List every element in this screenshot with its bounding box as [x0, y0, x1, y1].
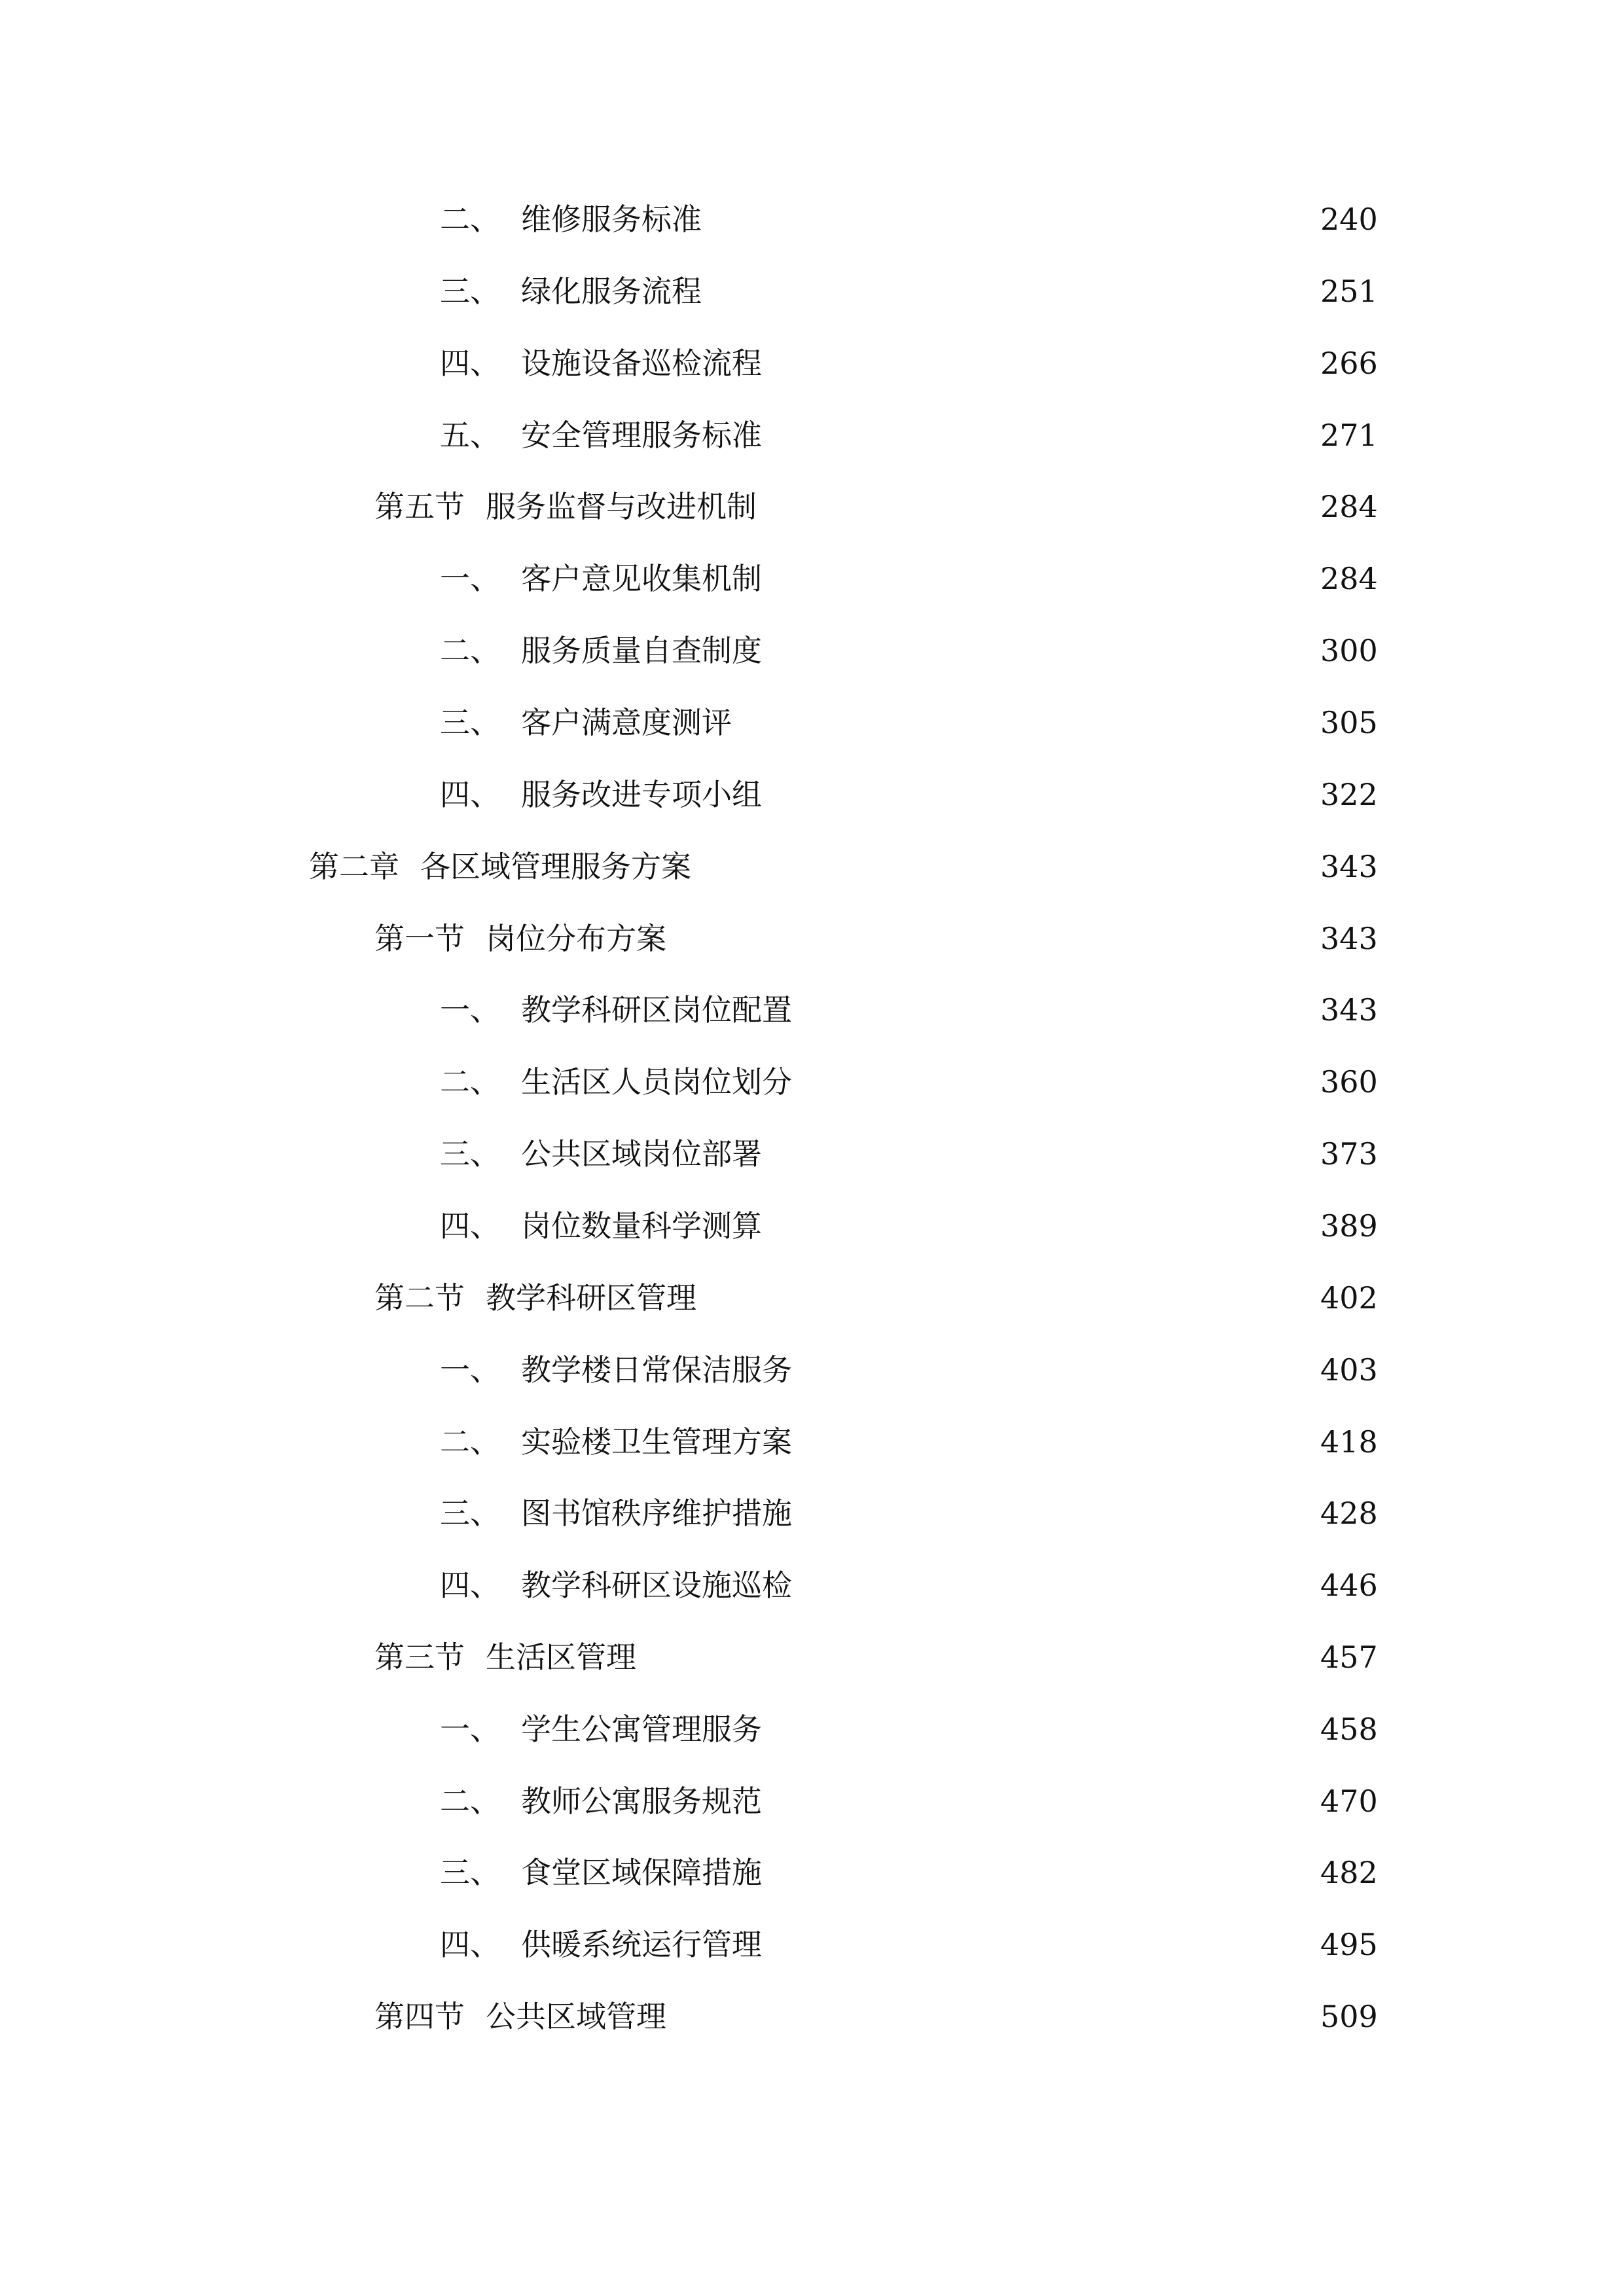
entry-title: 绿化服务流程 [521, 274, 702, 309]
entry-page-number: 284 [1320, 561, 1378, 596]
dot-leader [772, 765, 1311, 824]
entry-page-number: 240 [1320, 202, 1378, 237]
toc-entry[interactable] [440, 1196, 1378, 1255]
entry-number: 第二章 [309, 849, 399, 884]
entry-title: 生活区管理 [486, 1640, 636, 1675]
entry-title: 图书馆秩序维护措施 [521, 1496, 792, 1531]
toc-entry[interactable] [440, 693, 1378, 752]
entry-title: 公共区域岗位部署 [521, 1136, 762, 1172]
entry-number: 第二节 [374, 1280, 465, 1316]
dot-leader [772, 1772, 1311, 1831]
entry-page-number: 284 [1320, 489, 1378, 524]
dot-leader [803, 980, 1311, 1039]
entry-title: 客户满意度测评 [521, 705, 732, 740]
dot-leader [702, 837, 1311, 896]
toc-entry[interactable] [440, 1052, 1378, 1111]
dot-leader [647, 1628, 1311, 1687]
entry-number: 一、 [440, 1352, 500, 1388]
entry-title: 岗位分布方案 [486, 921, 666, 956]
toc-entry[interactable] [440, 980, 1378, 1039]
dot-leader [803, 1052, 1311, 1111]
toc-entry[interactable] [440, 621, 1378, 680]
entry-number: 三、 [440, 1855, 500, 1890]
entry-title: 学生公寓管理服务 [521, 1712, 762, 1747]
entry-page-number: 251 [1320, 274, 1378, 309]
entry-number: 一、 [440, 992, 500, 1028]
entry-title: 教师公寓服务规范 [521, 1784, 762, 1819]
entry-number: 第四节 [374, 1999, 465, 2034]
toc-entry[interactable] [374, 1628, 1378, 1687]
entry-title: 客户意见收集机制 [521, 561, 762, 596]
dot-leader [803, 1340, 1311, 1399]
entry-title: 岗位数量科学测算 [521, 1208, 762, 1244]
entry-title: 公共区域管理 [486, 1999, 666, 2034]
entry-number: 二、 [440, 202, 500, 237]
toc-entry[interactable] [440, 1772, 1378, 1831]
toc-entry[interactable] [440, 1843, 1378, 1902]
entry-title: 供暖系统运行管理 [521, 1927, 762, 1962]
toc-entry[interactable] [440, 1915, 1378, 1974]
entry-title: 服务质量自查制度 [521, 633, 762, 668]
dot-leader [677, 909, 1311, 968]
toc-entry[interactable] [440, 334, 1378, 393]
entry-number: 第三节 [374, 1640, 465, 1675]
entry-number: 一、 [440, 1712, 500, 1747]
entry-page-number: 343 [1320, 849, 1378, 884]
entry-number: 三、 [440, 274, 500, 309]
entry-number: 三、 [440, 1496, 500, 1531]
toc-entry[interactable] [440, 406, 1378, 465]
entry-title: 服务改进专项小组 [521, 777, 762, 812]
toc-entry[interactable] [440, 1700, 1378, 1759]
entry-page-number: 470 [1320, 1784, 1378, 1819]
dot-leader [803, 1412, 1311, 1471]
entry-number: 二、 [440, 633, 500, 668]
dot-leader [803, 1484, 1311, 1543]
entry-title: 食堂区域保障措施 [521, 1855, 762, 1890]
toc-entry[interactable] [440, 1340, 1378, 1399]
dot-leader [677, 1987, 1311, 2046]
entry-number: 一、 [440, 561, 500, 596]
entry-number: 二、 [440, 1784, 500, 1819]
entry-page-number: 300 [1320, 633, 1378, 668]
dot-leader [772, 1843, 1311, 1902]
entry-title: 各区域管理服务方案 [420, 849, 691, 884]
entry-title: 实验楼卫生管理方案 [521, 1424, 792, 1460]
entry-number: 四、 [440, 346, 500, 381]
dot-leader [772, 334, 1311, 393]
dot-leader [742, 693, 1311, 752]
entry-page-number: 360 [1320, 1064, 1378, 1100]
entry-number: 五、 [440, 418, 500, 453]
dot-leader [772, 1915, 1311, 1974]
entry-page-number: 271 [1320, 418, 1378, 453]
entry-number: 四、 [440, 1927, 500, 1962]
dot-leader [772, 1700, 1311, 1759]
entry-page-number: 428 [1320, 1496, 1378, 1531]
dot-leader [803, 1556, 1311, 1615]
entry-page-number: 403 [1320, 1352, 1378, 1388]
dot-leader [767, 477, 1311, 536]
entry-title: 教学科研区管理 [486, 1280, 696, 1316]
entry-title: 生活区人员岗位划分 [521, 1064, 792, 1100]
entry-page-number: 446 [1320, 1568, 1378, 1603]
dot-leader [772, 549, 1311, 608]
entry-number: 二、 [440, 1064, 500, 1100]
entry-title: 服务监督与改进机制 [486, 489, 757, 524]
entry-page-number: 509 [1320, 1999, 1378, 2034]
entry-page-number: 373 [1320, 1136, 1378, 1172]
dot-leader [712, 262, 1311, 321]
entry-page-number: 457 [1320, 1640, 1378, 1675]
entry-page-number: 418 [1320, 1424, 1378, 1460]
entry-title: 教学科研区岗位配置 [521, 992, 792, 1028]
toc-entry[interactable] [440, 262, 1378, 321]
toc-entry[interactable] [440, 765, 1378, 824]
entry-page-number: 458 [1320, 1712, 1378, 1747]
dot-leader [712, 190, 1311, 249]
toc-entry[interactable] [440, 1556, 1378, 1615]
toc-entry[interactable] [309, 837, 1378, 896]
entry-title: 教学科研区设施巡检 [521, 1568, 792, 1603]
toc-entry[interactable] [374, 1987, 1378, 2046]
entry-number: 四、 [440, 1568, 500, 1603]
entry-title: 安全管理服务标准 [521, 418, 762, 453]
toc-entry[interactable] [440, 1484, 1378, 1543]
entry-page-number: 343 [1320, 992, 1378, 1028]
entry-page-number: 495 [1320, 1927, 1378, 1962]
entry-page-number: 305 [1320, 705, 1378, 740]
dot-leader [772, 621, 1311, 680]
dot-leader [707, 1268, 1311, 1327]
entry-page-number: 482 [1320, 1855, 1378, 1890]
dot-leader [772, 406, 1311, 465]
entry-number: 第五节 [374, 489, 465, 524]
entry-number: 四、 [440, 777, 500, 812]
entry-number: 四、 [440, 1208, 500, 1244]
toc-entry[interactable] [440, 1412, 1378, 1471]
toc-entry[interactable] [374, 909, 1378, 968]
entry-page-number: 402 [1320, 1280, 1378, 1316]
entry-page-number: 343 [1320, 921, 1378, 956]
entry-title: 教学楼日常保洁服务 [521, 1352, 792, 1388]
toc-entry[interactable] [440, 1124, 1378, 1183]
toc-entry[interactable] [374, 1268, 1378, 1327]
toc-entry[interactable] [440, 190, 1378, 249]
dot-leader [772, 1196, 1311, 1255]
entry-number: 三、 [440, 705, 500, 740]
entry-number: 二、 [440, 1424, 500, 1460]
toc-entry[interactable] [374, 477, 1378, 536]
entry-number: 三、 [440, 1136, 500, 1172]
toc-entry[interactable] [440, 549, 1378, 608]
entry-title: 维修服务标准 [521, 202, 702, 237]
entry-number: 第一节 [374, 921, 465, 956]
dot-leader [772, 1124, 1311, 1183]
entry-page-number: 389 [1320, 1208, 1378, 1244]
entry-title: 设施设备巡检流程 [521, 346, 762, 381]
entry-page-number: 322 [1320, 777, 1378, 812]
entry-page-number: 266 [1320, 346, 1378, 381]
